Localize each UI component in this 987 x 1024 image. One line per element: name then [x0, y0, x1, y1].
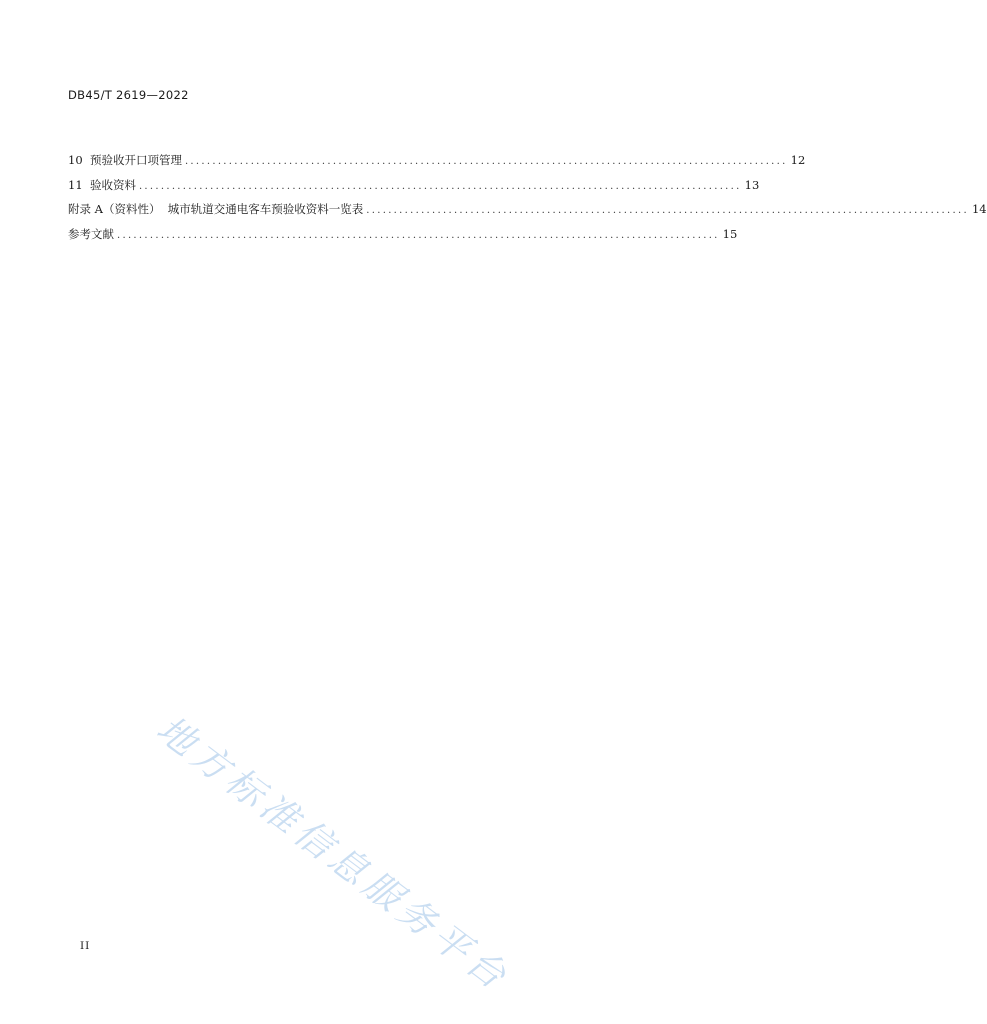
toc-entry[interactable]	[68, 152, 806, 177]
toc-entry[interactable]	[68, 226, 738, 251]
page-number: II	[80, 940, 91, 952]
toc-entry[interactable]	[68, 201, 987, 226]
toc-dot-leader: ..............................................................................................................	[117, 229, 720, 241]
toc-entry-number: 10	[68, 153, 90, 167]
document-code: DB45/T 2619—2022	[68, 88, 189, 102]
toc-entry-title: 参考文献	[68, 226, 114, 241]
toc-dot-leader: ..............................................................................................................	[366, 205, 969, 216]
toc-entry-page: 14	[971, 202, 987, 216]
toc-entry-page: 13	[744, 177, 760, 192]
toc-entry-number: 11	[68, 177, 90, 192]
toc-entry-page: 12	[790, 153, 806, 167]
toc-dot-leader: ..............................................................................................................	[138, 180, 742, 192]
toc-dot-leader: ..............................................................................................................	[184, 156, 788, 167]
toc-entry-title: 验收资料	[89, 177, 136, 192]
toc-entry-title: 附录 A（资料性） 城市轨道交通电客车预验收资料一览表	[68, 202, 364, 216]
table-of-contents	[68, 152, 987, 250]
toc-entry-page: 15	[722, 226, 738, 241]
toc-entry[interactable]	[68, 177, 760, 202]
toc-entry-title: 预验收开口项管理	[89, 153, 182, 167]
watermark: 地方标准信息服务平台	[148, 707, 518, 1001]
